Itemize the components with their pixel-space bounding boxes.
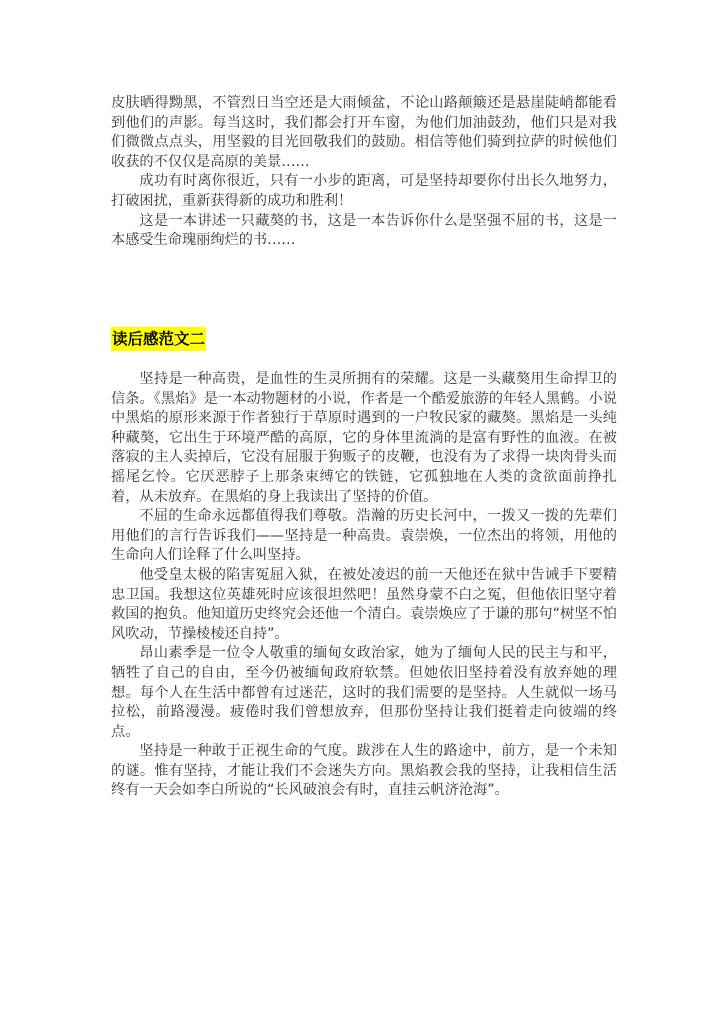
essay-body — [111, 370, 617, 801]
essay-paragraph-2: 不屈的生命永远都值得我们尊敬。浩瀚的历史长河中，一拨又一拨的先辈们用他们的言行告诉我们——坚持是一种高贵。袁崇焕，一位杰出的将领，用他的生命向人们诠释了什么叫坚持。 — [111, 508, 617, 564]
section-heading: 读后感范文二 — [111, 327, 206, 351]
essay-paragraph-3: 他受皇太极的陷害冤屈入狱，在被处凌迟的前一天他还在狱中告诫手下要精忠卫国。我想这位英雄死时应该很坦然吧！虽然身蒙不白之冤，但他依旧坚守着救国的抱负。他知道历史终究会还他一个清白。袁崇焕应了于谦的那句“树坚不怕风吹动，节操棱棱还自持”。 — [111, 566, 617, 642]
paragraph-book-summary: 这是一本讲述一只藏獒的书，这是一本告诉你什么是坚强不屈的书，这是一本感受生命瑰丽绚烂的书…… — [111, 212, 617, 249]
continued-section — [111, 94, 617, 251]
essay-paragraph-5: 坚持是一种敢于正视生命的气度。跋涉在人生的路途中，前方，是一个未知的谜。惟有坚持，才能让我们不会迷失方向。黑焰教会我的坚持，让我相信生活终有一天会如李白所说的“长风破浪会有时，直挂云帆济沧海”。 — [111, 743, 617, 799]
essay-paragraph-1: 坚持是一种高贵，是血性的生灵所拥有的荣耀。这是一头藏獒用生命捍卫的信条。《黑焰》是一本动物题材的小说，作者是一个酷爱旅游的年轻人黑鹤。小说中黑焰的原形来源于作者独行于草原时遇到的一户牧民家的藏獒。黑焰是一头纯种藏獒，它出生于环境严酷的高原，它的身体里流淌的是富有野性的血液。在被落寂的主人卖掉后，它没有屈服于狗贩子的皮鞭，也没有为了求得一块肉骨头而摇尾乞怜。它厌恶脖子上那条束缚它的铁链，它孤独地在人类的贪欲面前挣扎着，从未放弃。在黑焰的身上我读出了坚持的价值。 — [111, 371, 617, 505]
paragraph-success: 成功有时离你很近，只有一小步的距离，可是坚持却要你付出长久地努力，打破困扰，重新获得新的成功和胜利！ — [111, 173, 617, 209]
paragraph-continued: 皮肤晒得黝黑，不管烈日当空还是大雨倾盆，不论山路颠簸还是悬崖陡峭都能看到他们的声影。每当这时，我们都会打开车窗，为他们加油鼓劲，他们只是对我们微微点点头，用坚毅的目光回敬我们的鼓励。相信等他们骑到拉萨的时候他们收获的不仅仅是高原的美景…… — [111, 95, 617, 170]
essay-paragraph-4: 昂山素季是一位令人敬重的缅甸女政治家，她为了缅甸人民的民主与和平，牺牲了自己的自由，至今仍被缅甸政府软禁。但她依旧坚持着没有放弃她的理想。每个人在生活中都曾有过迷茫，这时的我们需要的是坚持。人生就似一场马拉松，前路漫漫。疲倦时我们曾想放弃，但那份坚持让我们挺着走向彼端的终点。 — [111, 645, 617, 740]
